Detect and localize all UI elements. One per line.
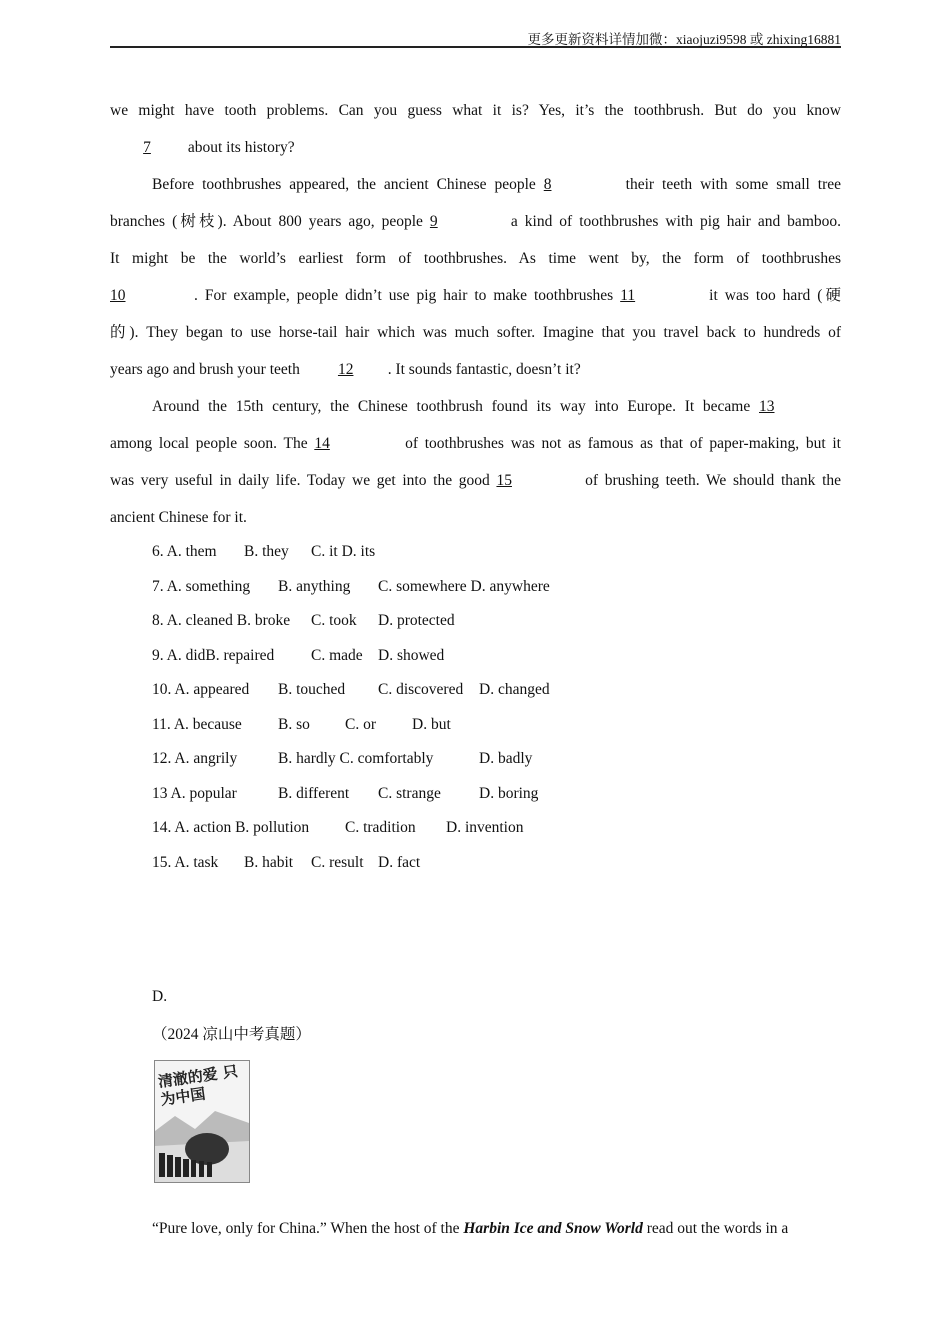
blank-10: 10: [110, 287, 126, 304]
option-row: 15. A. task B. habit C. result D. fact: [152, 853, 421, 871]
blank-8: 8: [543, 176, 552, 193]
poster-image: [154, 1060, 250, 1183]
passage-line: we might have tooth problems. Can you guess what it is? Yes, it’s the toothbrush. But do you know: [110, 102, 841, 119]
option-row: 13 A. popular B. different C. strange D. boring: [152, 784, 539, 802]
option-row: 14. A. action B. pollution C. tradition D. invention: [152, 819, 524, 836]
passage-line: branches (树枝). About 800 years ago, people 9 a kind of toothbrushes with pig hair and bamboo.: [110, 206, 841, 243]
poster-illustration: [155, 1061, 249, 1182]
option-row: 8. A. cleaned B. broke C. took D. protected: [152, 612, 455, 629]
passage-line: Around the 15th century, the Chinese toothbrush found its way into Europe. It became 13: [110, 391, 841, 428]
option-row: 10. A. appeared B. touched C. discovered D. changed: [152, 681, 550, 698]
venue-name: Harbin Ice and Snow World: [463, 1220, 643, 1237]
source-note: （2024 凉山中考真题）: [152, 1026, 311, 1043]
blank-15: 15: [496, 472, 512, 489]
passage: [110, 95, 841, 882]
section-label: D.: [152, 988, 168, 1005]
passage-line: 10 . For example, people didn’t use pig hair to make toothbrushes 11 it was too hard (硬: [110, 280, 841, 317]
passage-d-first-line: “Pure love, only for China.” When the host of the Harbin Ice and Snow World read out the words in a: [152, 1220, 789, 1237]
page-header: [110, 26, 841, 48]
blank-11: 11: [620, 287, 636, 304]
blank-7: 7: [143, 139, 151, 156]
option-row: 12. A. angrily B. hardly C. comfortably D. badly: [152, 750, 533, 767]
passage-line: 的). They began to use horse-tail hair which was much softer. Imagine that you travel back to hundreds of: [110, 324, 841, 341]
option-row: 6. A. them B. they C. it D. its: [152, 543, 376, 560]
header-text: 更多更新资料详情加微：xiaojuzi9598 或 zhixing16881: [527, 32, 841, 47]
option-row: 9. A. didB. repaired C. made D. showed: [152, 646, 445, 664]
blank-12: 12: [337, 361, 354, 378]
passage-line: among local people soon. The 14 of toothbrushes was not as famous as that of paper-making, but it: [110, 428, 841, 465]
passage-line: ancient Chinese for it.: [110, 509, 247, 526]
poster-caption: 清澈的爱 只为中国: [156, 1061, 239, 1109]
passage-line: Before toothbrushes appeared, the ancient Chinese people 8 their teeth with some small tree: [110, 169, 841, 206]
passage-line: was very useful in daily life. Today we get into the good 15 of brushing teeth. We should thank the: [110, 465, 841, 502]
option-row: 7. A. something B. anything C. somewhere D. anywhere: [152, 577, 550, 595]
blank-9: 9: [429, 213, 438, 230]
answer-options: [110, 537, 841, 882]
blank-14: 14: [314, 435, 330, 452]
passage-line: 7 about its history?: [110, 132, 841, 169]
option-row: 11. A. because B. so C. or D. but: [152, 715, 451, 733]
passage-line: It might be the world’s earliest form of toothbrushes. As time went by, the form of toothbrushes: [110, 250, 841, 267]
blank-13: 13: [759, 398, 775, 415]
passage-line: years ago and brush your teeth 12 . It sounds fantastic, doesn’t it?: [110, 354, 841, 391]
